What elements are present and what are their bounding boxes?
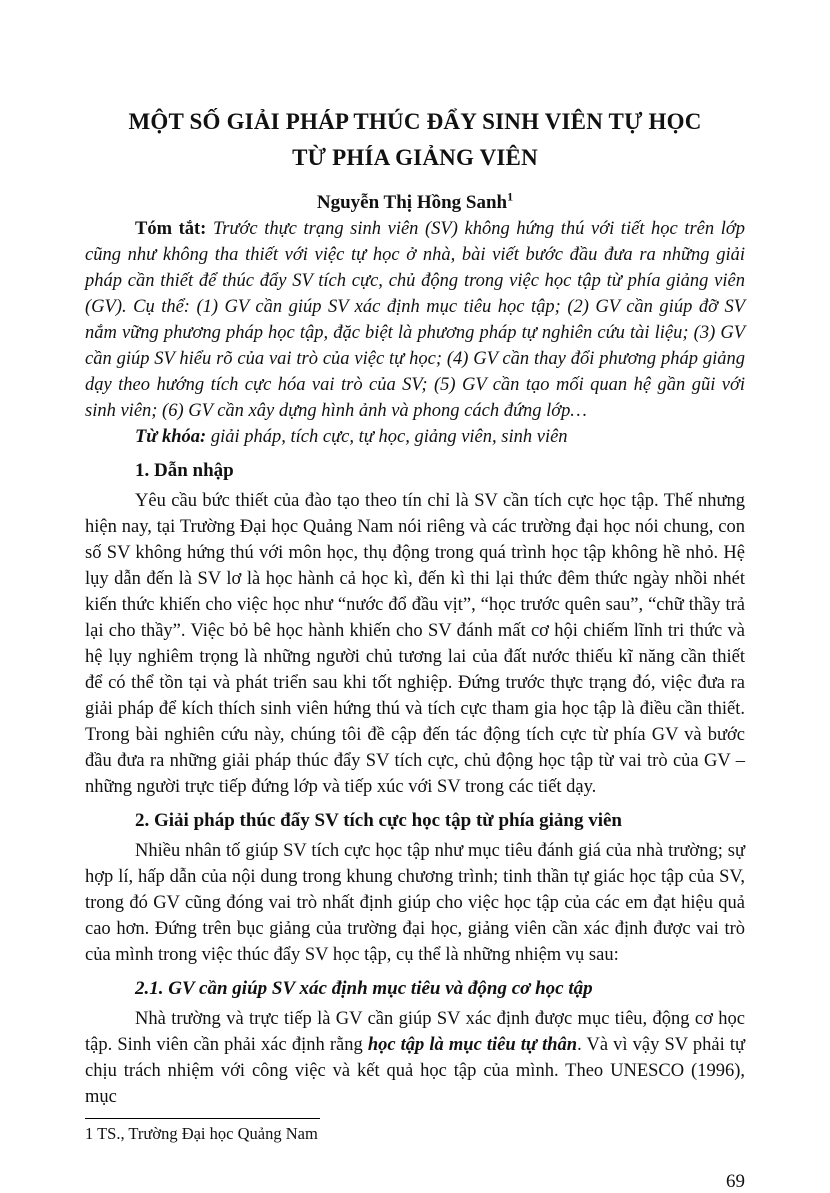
footnote-block [85,1118,745,1145]
abstract-text: Trước thực trạng sinh viên (SV) không hứng thú với tiết học trên lớp cũng như không tha thiết với việc tự học ở nhà, bài viết bước đầu đưa ra những giải pháp cần thiết để thúc đẩy SV tích cực, chủ động trong việc học tập từ phía giảng viên (GV). Cụ thể: (1) GV cần giúp SV xác định mục tiêu học tập; (2) GV cần giúp đỡ SV nắm vững phương pháp học tập, đặc biệt là phương pháp tự nghiên cứu tài liệu; (3) GV cần giúp SV hiểu rõ của vai trò của việc tự học; (4) GV cần thay đổi phương pháp giảng dạy theo hướng tích cực hóa vai trò của SV; (5) GV cần tạo mối quan hệ gần gũi với sinh viên; (6) GV cần xây dựng hình ảnh và phong cách đứng lớp… [85,219,746,421]
section-1-heading: 1. Dẫn nhập [135,460,234,481]
keywords-paragraph [85,424,745,450]
section-2-heading: 2. Giải pháp thúc đẩy SV tích cực học tập từ phía giảng viên [135,810,622,831]
keywords-text: giải pháp, tích cực, tự học, giảng viên, sinh viên [210,427,568,447]
section-1-paragraph: Yêu cầu bức thiết của đào tạo theo tín chỉ là SV cần tích cực học tập. Thế nhưng hiện nay, tại Trường Đại học Quảng Nam nói riêng và các trường đại học nói chung, con số SV không hứng thú với môn học, thụ động trong quá trình học tập không hề nhỏ. Hệ lụy dẫn đến là SV lơ là học hành cả học kì, đến kì thi lại thức đêm thức ngày nhồi nhét kiến thức khiến cho việc học như “nước đổ đầu vịt”, “học trước quên sau”, “chữ thầy trả lại cho thầy”. Việc bỏ bê học hành khiến cho SV đánh mất cơ hội chiếm lĩnh tri thức và hệ lụy nghiêm trọng là những người chủ tương lai của đất nước thiếu kĩ năng cần thiết để có thể tồn tại và phát triển sau khi tốt nghiệp. Đứng trước thực trạng đó, việc đưa ra giải pháp để kích thích sinh viên hứng thú và tích cực tham gia học tập là điều cần thiết. Trong bài nghiên cứu này, chúng tôi đề cập đến tác động tích cực từ phía GV và bước đầu đưa ra những giải pháp thúc đẩy SV tích cực, chủ động học tập từ vai trò của GV – những người trực tiếp đứng lớp và tiếp xúc với SV trong các tiết dạy. [85,491,745,797]
article-title-line1: MỘT SỐ GIẢI PHÁP THÚC ĐẨY SINH VIÊN TỰ HỌC [128,109,702,134]
section-2-1-paragraph-segment-1: Nhà trường và trực tiếp là GV cần giúp SV xác định được mục tiêu, động cơ học tập. Sinh viên cần phải xác định rằng [85,1009,745,1055]
page-number: 69 [726,1171,745,1192]
footnote-text: 1 TS., Trường Đại học Quảng Nam [85,1124,318,1143]
section-2-1-paragraph [85,1006,745,1110]
article-title-line2: TỪ PHÍA GIẢNG VIÊN [292,145,538,170]
section-2-1-paragraph-segment-2: . Và vì vậy SV phải tự chịu trách nhiệm với công việc và kết quả học tập của mình. Theo UNESCO (1996), mục [85,1035,746,1107]
abstract-label: Tóm tắt: [135,219,207,239]
section-2-1-paragraph-segment-emphasis: học tập là mục tiêu tự thân [367,1035,578,1055]
keywords-label: Từ khóa: [135,427,207,447]
abstract-paragraph [85,216,745,424]
author-name: Nguyễn Thị Hồng Sanh [316,192,508,213]
author-line [85,190,745,216]
section-2-1-heading: 2.1. GV cần giúp SV xác định mục tiêu và động cơ học tập [135,978,593,999]
section-2-paragraph: Nhiều nhân tố giúp SV tích cực học tập như mục tiêu đánh giá của nhà trường; sự hợp lí, hấp dẫn của nội dung trong khung chương trình; tinh thần tự giác học tập của SV, trong đó GV cũng đóng vai trò nhất định giúp cho việc học tập của các em đạt hiệu quả cao hơn. Đứng trên bục giảng của trường đại học, giảng viên cần xác định được vai trò của mình trong việc thúc đẩy SV học tập, cụ thể là những nhiệm vụ sau: [85,841,745,965]
footnote-separator-rule [85,1118,320,1119]
article-title [85,104,745,176]
author-footnote-marker: 1 [507,189,514,204]
